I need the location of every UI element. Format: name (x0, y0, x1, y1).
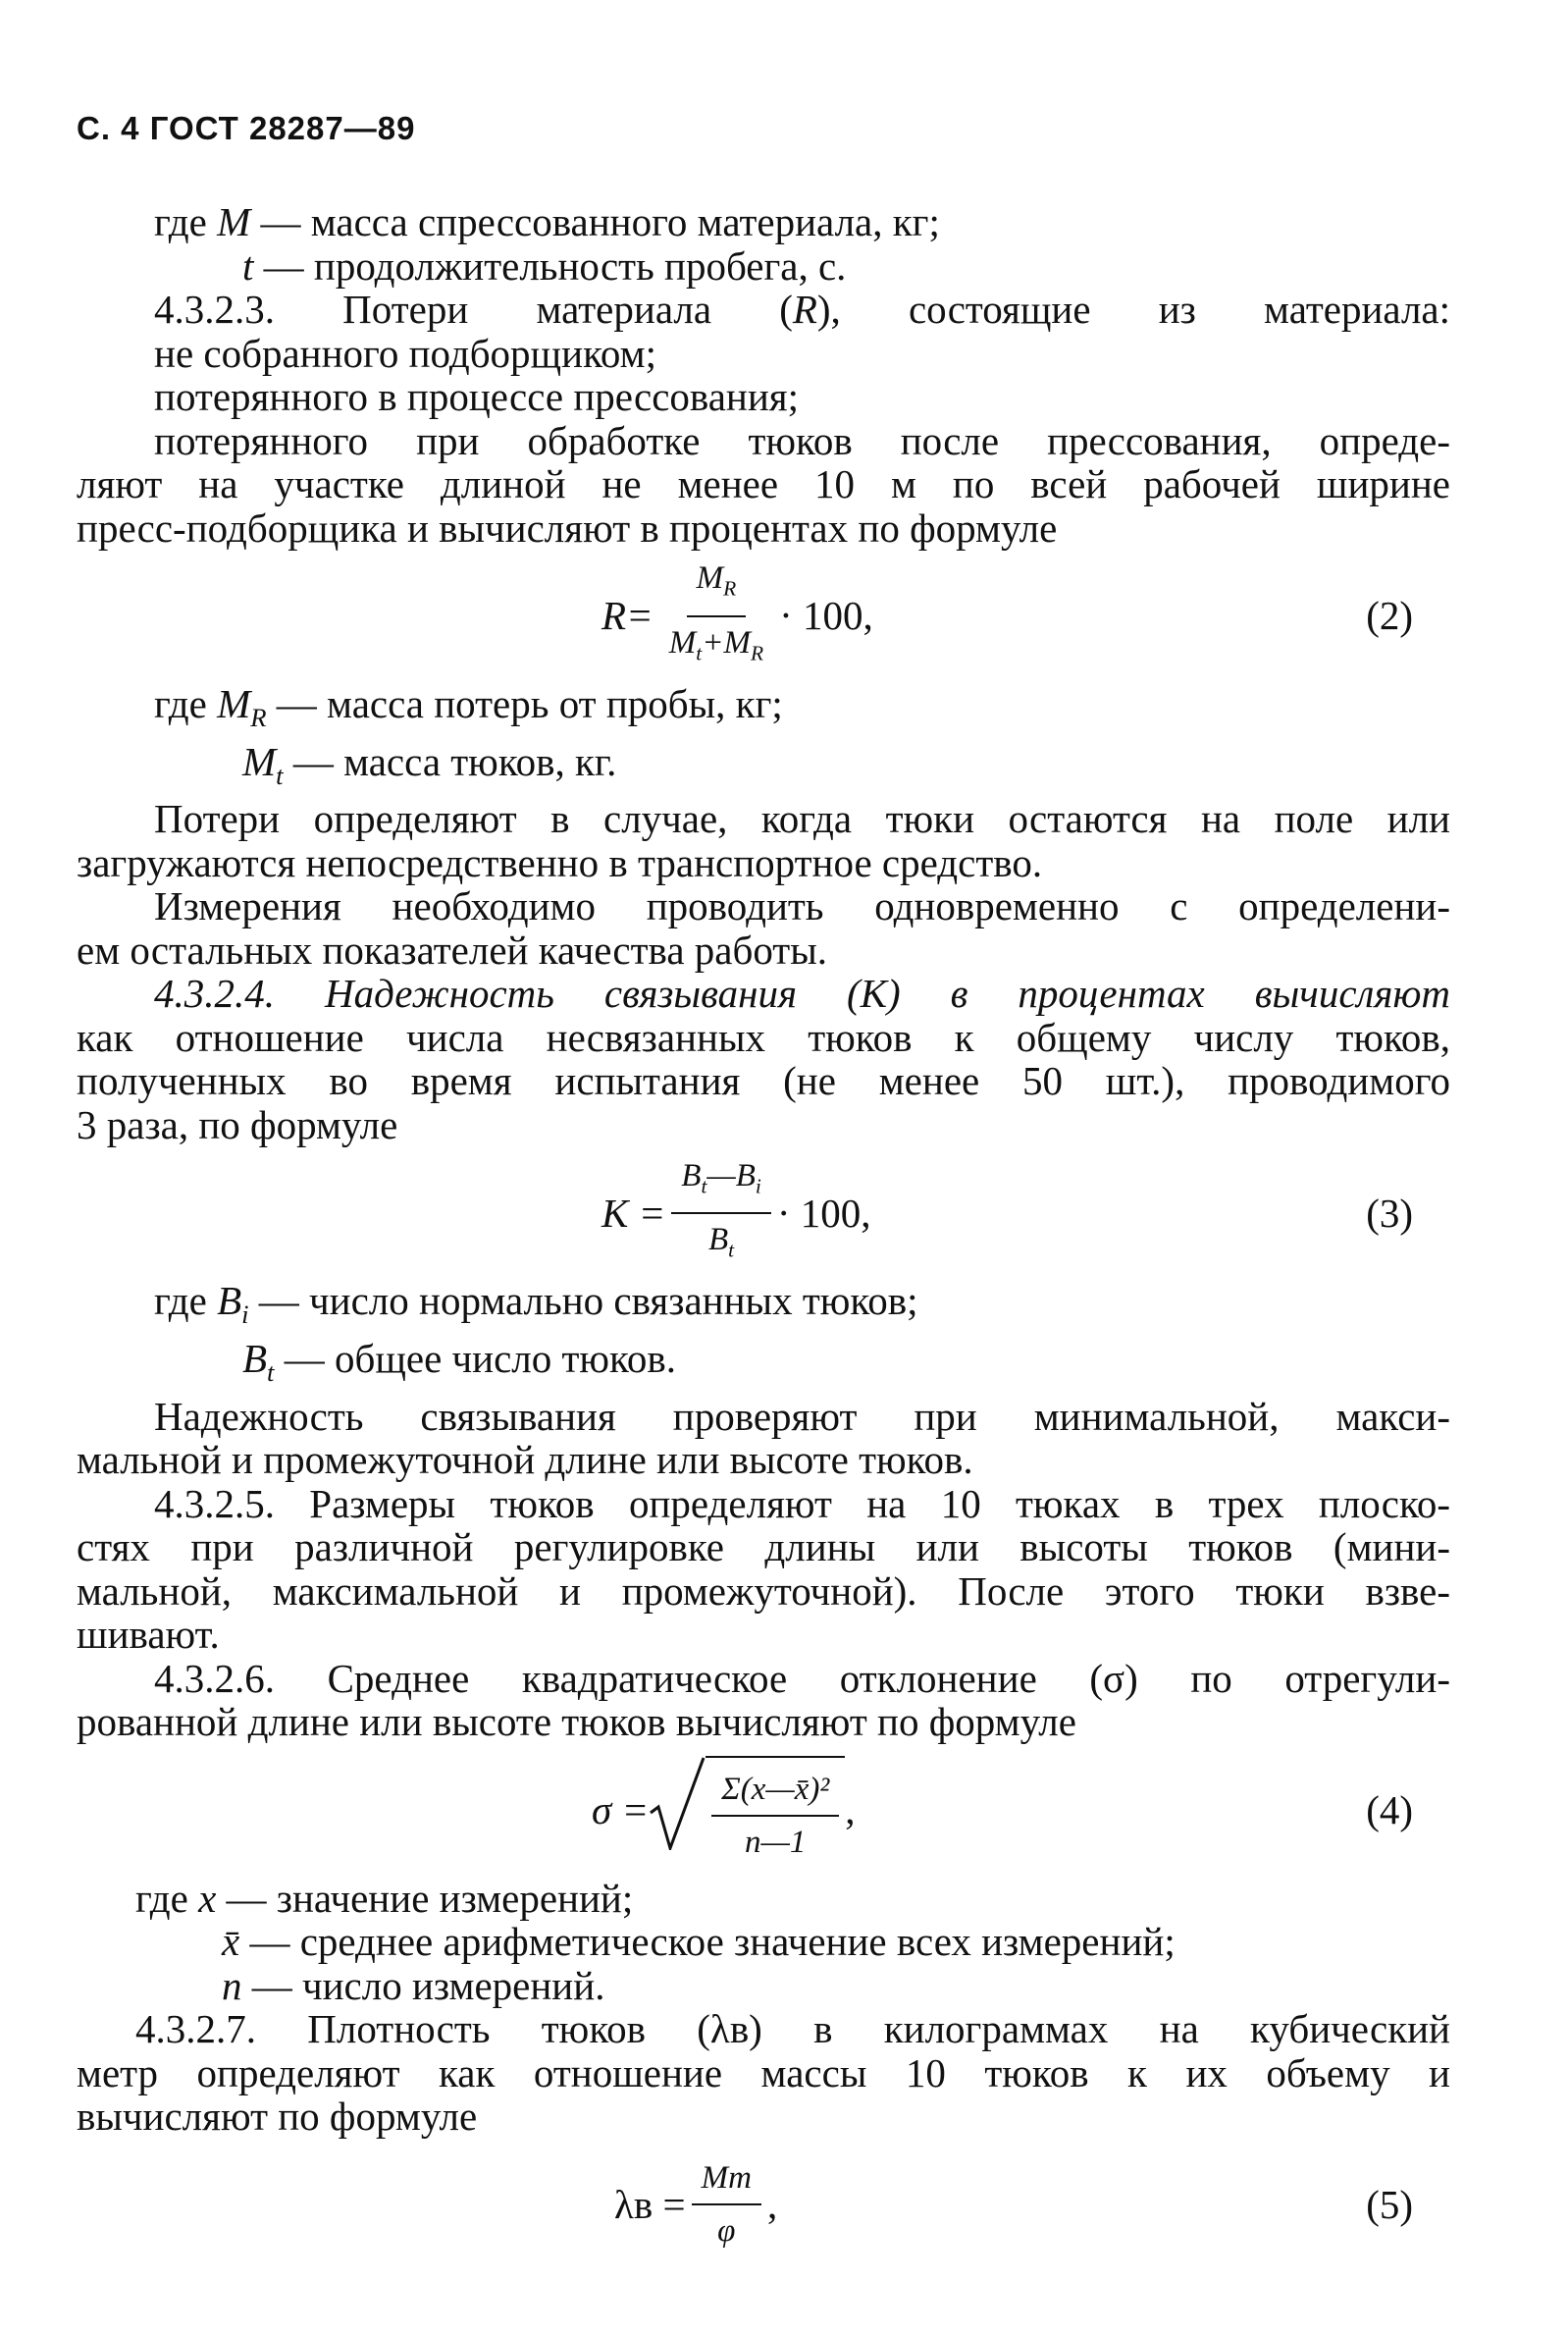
variable (217, 681, 267, 733)
formula-number: (4) (1366, 1787, 1413, 1832)
sub: t (696, 641, 703, 665)
sym: B (681, 1157, 702, 1193)
sym: M (242, 738, 277, 784)
paragraph-line: как отношение числа несвязанных тюков к общему числу тюков, (77, 1014, 1450, 1060)
formula-2 (77, 550, 1450, 682)
variable: x̄ (222, 1919, 240, 1965)
numerator: Σ(x—x̄)² (711, 1768, 839, 1818)
formula-3 (77, 1146, 1450, 1279)
definition: — продолжительность пробега, с. (253, 242, 847, 289)
text: 4.3.2.3. Потери материала ( (154, 287, 793, 332)
sub: R (750, 641, 764, 665)
paragraph-line: мальной и промежуточной длине или высоте тюков. (77, 1437, 973, 1483)
where-label: где (135, 1875, 199, 1921)
fraction (711, 1768, 839, 1865)
definition: — общее число тюков. (274, 1336, 676, 1382)
radical-sign-icon (649, 1756, 706, 1850)
definition: — масса потерь от пробы, кг; (266, 681, 783, 726)
document-body (77, 200, 1450, 2271)
where-label: где (154, 681, 218, 726)
formula-5 (77, 2139, 1450, 2271)
formula-lhs: K = (601, 1190, 666, 1236)
numerator (671, 1154, 771, 1214)
sym: B (217, 1278, 242, 1324)
where-line (77, 682, 1450, 740)
paragraph-line: Надежность связывания проверяют при минимальной, макси- (154, 1393, 1450, 1439)
variable: x (198, 1875, 217, 1921)
formula-4 (77, 1744, 1450, 1877)
formula-number: (2) (1366, 593, 1413, 639)
sym: +M (702, 624, 751, 661)
definition: — среднее арифметическое значение всех измерений; (239, 1919, 1176, 1965)
numerator: Mт (692, 2156, 761, 2206)
radicand (706, 1756, 845, 1865)
where-line (77, 1877, 1450, 1921)
paragraph-line: потерянного в процессе прессования; (154, 374, 800, 419)
where-label: где (154, 1278, 218, 1324)
formula-expression (592, 1744, 856, 1877)
formula-expression (601, 550, 873, 682)
square-root (649, 1756, 845, 1865)
paragraph-line: рованной длине или высоте тюков вычисляют по формуле (77, 1699, 1076, 1745)
sym: M (668, 624, 697, 661)
variable: t (242, 242, 254, 289)
text: ), состоящие из материала: (816, 287, 1450, 332)
paragraph-line: 4.3.2.7. Плотность тюков (λв) в килограммах на кубический (135, 2006, 1450, 2052)
sym: B (242, 1336, 268, 1382)
paragraph-line (77, 288, 1450, 332)
where-line (77, 740, 1450, 798)
formula-tail: · 100, (779, 593, 873, 639)
denominator: φ (717, 2213, 736, 2250)
paragraph-line: 3 раза, по формуле (77, 1101, 398, 1147)
variable: R (792, 287, 817, 332)
denominator (659, 617, 773, 675)
variable (217, 1278, 249, 1330)
formula-lhs: σ = (592, 1787, 650, 1832)
fraction (692, 2156, 761, 2253)
paragraph-line: 4.3.2.4. Надежность связывания (K) в процентах вычисляют (154, 971, 1450, 1017)
where-label: где (154, 199, 218, 244)
variable: M (217, 199, 251, 244)
variable (242, 738, 284, 790)
sub: i (755, 1174, 761, 1198)
paragraph-line: загружаются непосредственно в транспортное средство. (77, 839, 1043, 885)
paragraph-line: потерянного при обработке тюков после прессования, опреде- (154, 417, 1450, 463)
sub: t (276, 760, 284, 790)
sub: t (701, 1174, 707, 1198)
sub: R (250, 703, 267, 733)
formula-lhs: λв = (614, 2182, 686, 2227)
paragraph-line: Измерения необходимо проводить одновременно с определени- (154, 883, 1450, 929)
formula-number: (5) (1366, 2182, 1413, 2227)
definition: — масса тюков, кг. (283, 738, 617, 784)
variable: n (222, 1962, 242, 2008)
fraction (659, 557, 773, 674)
formula-lhs: R= (601, 593, 653, 639)
paragraph-line: мальной, максимальной и промежуточной). После этого тюки взве- (77, 1567, 1450, 1614)
definition: — значение измерений; (216, 1875, 634, 1921)
formula-number: (3) (1366, 1190, 1413, 1236)
page-header: С. 4 ГОСТ 28287—89 (77, 110, 416, 146)
sub: t (267, 1357, 275, 1388)
formula-expression (614, 2139, 777, 2271)
paragraph-line: не собранного подборщиком; (154, 330, 656, 376)
paragraph-line: вычисляют по формуле (77, 2094, 478, 2140)
sub: i (241, 1299, 249, 1330)
paragraph-line: пресс-подборщика и вычисляют в процентах по формуле (77, 504, 1058, 551)
variable (242, 1336, 275, 1388)
paragraph-line: стях при различной регулировке длины или высоты тюков (мини- (77, 1524, 1450, 1570)
sym: M (217, 681, 251, 726)
sub: t (728, 1238, 735, 1262)
paragraph-line: Потери определяют в случае, когда тюки остаются на поле или (154, 796, 1450, 842)
sym: M (696, 560, 724, 597)
where-line (77, 1337, 1450, 1395)
formula-expression (601, 1146, 871, 1279)
denominator (699, 1214, 744, 1272)
sym: —B (706, 1157, 756, 1193)
paragraph-line: полученных во время испытания (не менее 50 шт.), проводимого (77, 1058, 1450, 1104)
where-line (77, 1920, 1450, 1964)
paragraph-line: 4.3.2.6. Среднее квадратическое отклонение (σ) по отрегули- (154, 1655, 1450, 1701)
numerator (687, 557, 747, 616)
where-line (77, 1964, 1450, 2008)
formula-tail: , (766, 2182, 778, 2227)
formula-tail: , (845, 1787, 856, 1832)
sub: R (723, 577, 737, 601)
where-line (77, 200, 1450, 244)
paragraph-line: ем остальных показателей качества работы. (77, 927, 828, 973)
sym: B (708, 1221, 729, 1257)
paragraph-line: метр определяют как отношение массы 10 тюков к их объему и (77, 2049, 1450, 2095)
paragraph-line: шивают. (77, 1612, 220, 1658)
paragraph-line: 4.3.2.5. Размеры тюков определяют на 10 тюках в трех плоско- (154, 1480, 1450, 1526)
denominator: n—1 (745, 1825, 807, 1861)
definition: — число нормально связанных тюков; (248, 1278, 918, 1324)
paragraph-line: ляют на участке длиной не менее 10 м по всей рабочей ширине (77, 461, 1450, 506)
definition: — масса спрессованного материала, кг; (250, 199, 940, 244)
where-line (77, 244, 1450, 289)
fraction (671, 1154, 771, 1272)
where-line (77, 1279, 1450, 1337)
formula-tail: · 100, (776, 1190, 871, 1236)
definition: — число измерений. (241, 1962, 605, 2008)
